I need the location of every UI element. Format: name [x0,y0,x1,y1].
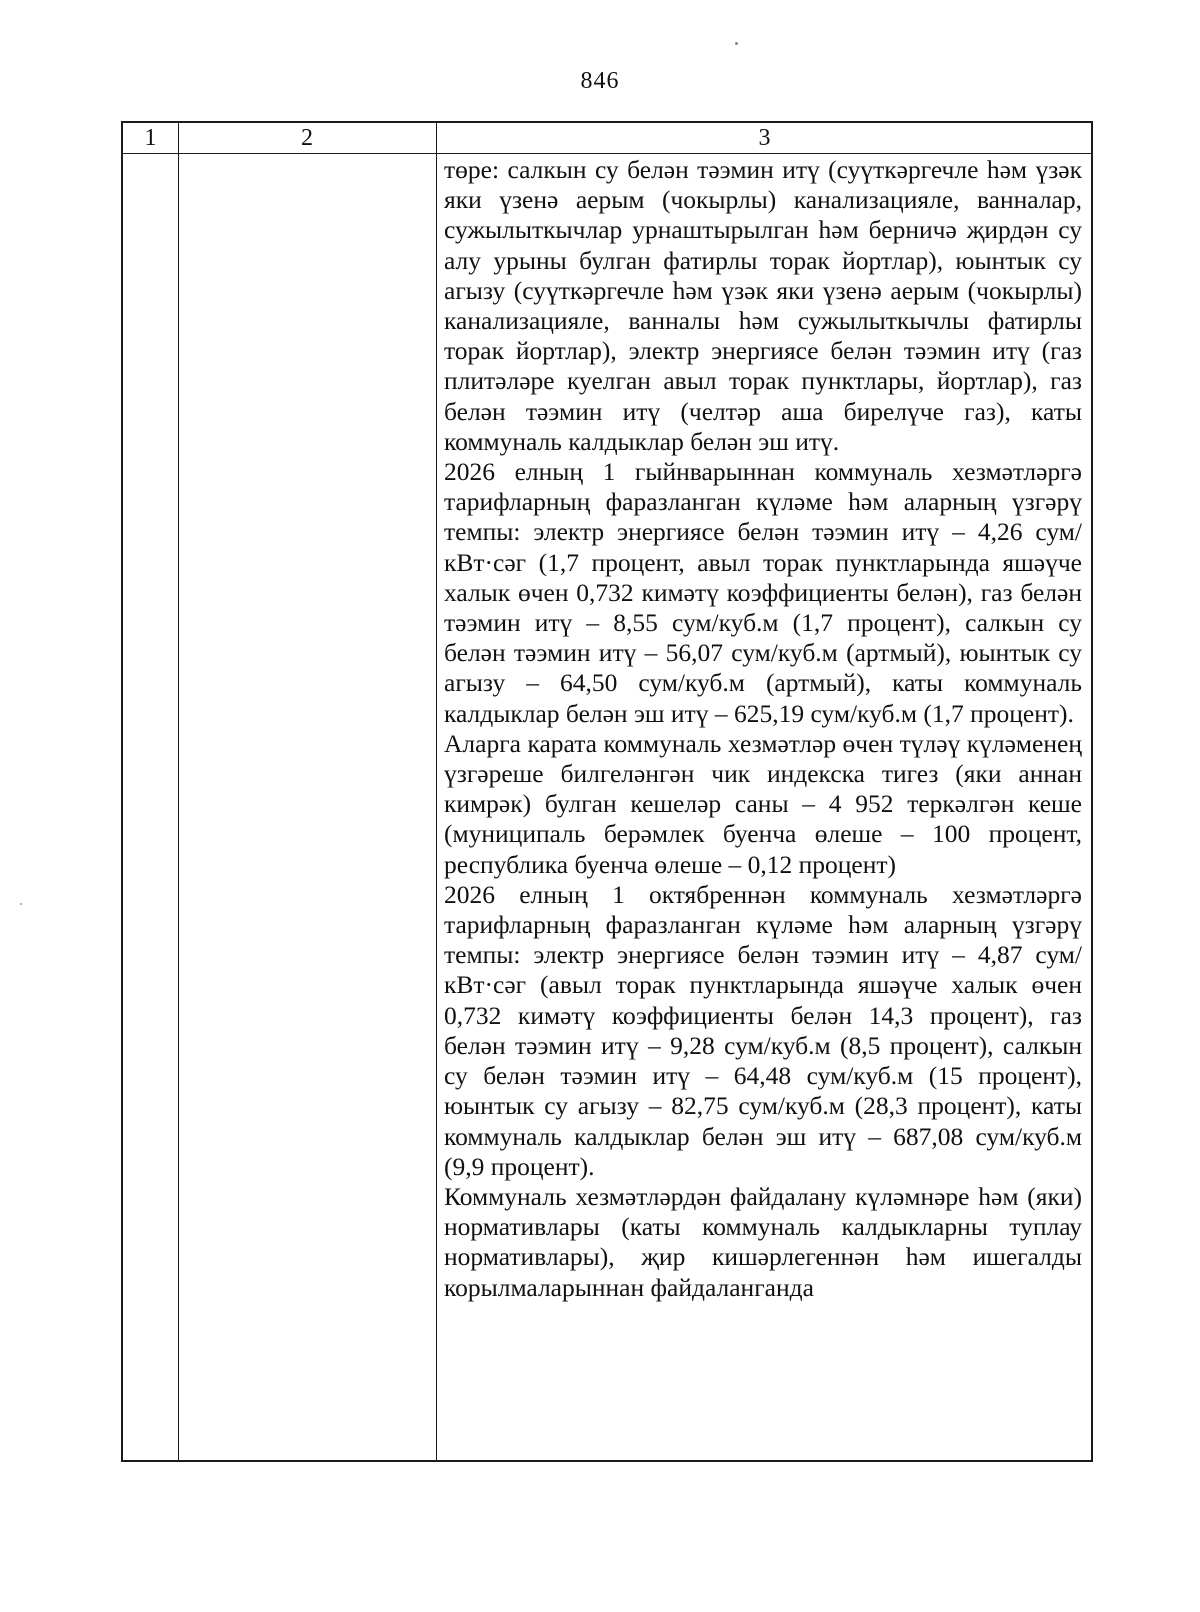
paragraph-october-tariffs: 2026 елның 1 октябреннән коммуналь хезмәтләргә тарифларның фаразланган күләме һәм аларның үзгәрү темпы: электр энергиясе белән тәэмин итү – 4,87 сум/кВт·сәг (авыл торак пунктларында яшәүче халык өчен 0,732 кимәтү коэффициенты белән 14,3 процент), газ белән тәэмин итү – 9,28 сум/куб.м (8,5 процент), салкын су белән тәэмин итү – 64,48 сум/куб.м (15 процент), юынтык су агызу – 82,75 сум/куб.м (28,3 процент), каты коммуналь калдыклар белән эш итү – 687,08 сум/куб.м (9,9 процент). [444,879,1082,1181]
paragraph-affected-population: Аларга карата коммуналь хезмәтләр өчен түләү күләменең үзгәреше билгеләнгән чик индекска тигез (яки аннан кимрәк) булган кешеләр саны – 4 952 теркәлгән кеше (муниципаль берәмлек буенча өлеше – 100 процент, республика буенча өлеше – 0,12 процент) [444,728,1082,879]
paragraph-service-types: төре: салкын су белән тәэмин итү (суүткәргечле һәм үзәк яки үзенә аерым (чокырлы) канализацияле, ванналар, сужылыткычлар урнаштырылган һәм берничә җирдән су алу урыны булган фатирлы торак йортлар), юынтык су агызу (суүткәргечле һәм үзәк яки үзенә аерым (чокырлы) канализацияле, ванналы һәм сужылыткычлы фатирлы торак йортлар), электр энергиясе белән тәэмин итү (газ плитәләре куелган авыл торак пунктлары, йортлар), газ белән тәэмин итү (челтәр аша бирелүче газ), каты коммуналь калдыклар белән эш итү. [444,155,1082,456]
scan-speck [735,42,738,45]
column-divider [436,123,437,1460]
page-number: 846 [580,68,620,94]
column-header-3: 3 [758,125,771,151]
column-divider [178,123,179,1460]
paragraph-consumption-norms: Коммуналь хезмәтләрдән файдалану күләмнәре һәм (яки) нормативлары (каты коммуналь калдыкларны туплау нормативлары), җир кишәрлегеннән һәм ишегалды корылмаларыннан файдаланганда [444,1181,1082,1302]
header-divider [123,153,1091,154]
document-table [121,121,1093,1462]
paragraph-january-tariffs: 2026 елның 1 гыйнварыннан коммуналь хезмәтләргә тарифларның фаразланган күләме һәм аларның үзгәрү темпы: электр энергиясе белән тәэмин итү – 4,26 сум/кВт·сәг (1,7 процент, авыл торак пунктларында яшәүче халык өчен 0,732 кимәтү коэффициенты белән), газ белән тәэмин итү – 8,55 сум/куб.м (1,7 процент), салкын су белән тәэмин итү – 56,07 сум/куб.м (артмый), юынтык су агызу – 64,50 сум/куб.м (артмый), каты коммуналь калдыклар белән эш итү – 625,19 сум/куб.м (1,7 процент). [444,457,1082,728]
scan-speck [20,903,22,905]
column-3-content-cell [444,155,1082,1460]
column-header-2: 2 [301,125,313,151]
column-header-1: 1 [144,125,157,151]
